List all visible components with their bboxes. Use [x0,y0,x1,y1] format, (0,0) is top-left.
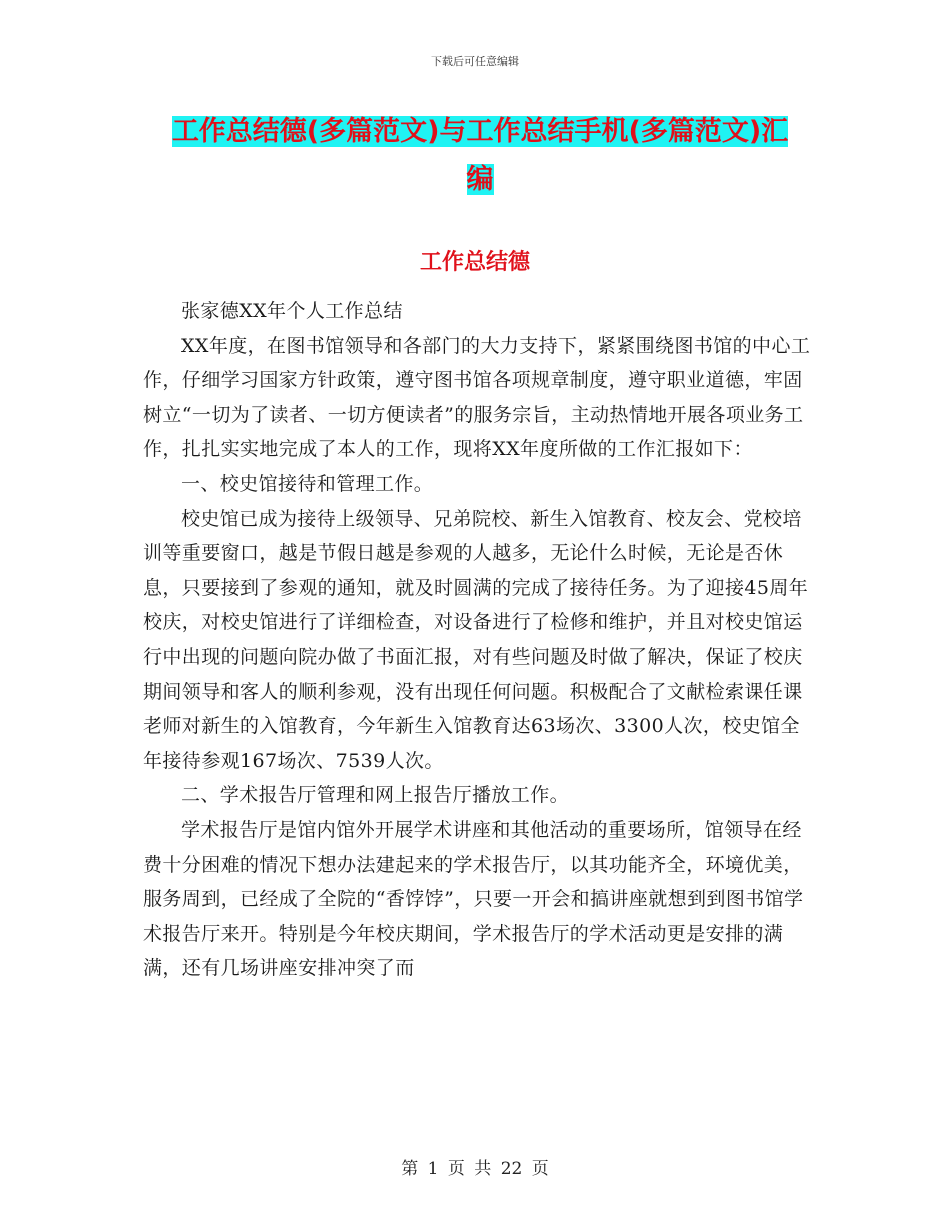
header-note: 下载后可任意编辑 [431,55,519,68]
paragraph-subtitle: 张家德XX年个人工作总结 [181,300,403,322]
document-title-line-1: 工作总结德(多篇范文)与工作总结手机(多篇范文)汇 [171,116,789,147]
paragraph-body-2: 学术报告厅是馆内馆外开展学术讲座和其他活动的重要场所，馆领导在经费十分困难的情况下想办法建起来的学术报告厅，以其功能齐全，环境优美，服务周到，已经成了全院的“香饽饽”，只要一开会和搞讲座就想到到图书馆学术报告厅来开。特别是今年校庆期间，学术报告厅的学术活动更是安排的满满，还有几场讲座安排冲突了而 [143,818,804,980]
body-text [143,294,811,986]
section-title: 工作总结德 [419,250,530,275]
paragraph-heading-1: 一、校史馆接待和管理工作。 [181,472,434,495]
paragraph-body-1: 校史馆已成为接待上级领导、兄弟院校、新生入馆教育、校友会、党校培训等重要窗口，越是节假日越是参观的人越多，无论什么时候，无论是否休息，只要接到了参观的通知，就及时圆满的完成了接待任务。为了迎接45周年校庆，对校史馆进行了详细检查，对设备进行了检修和维护，并且对校史馆运行中出现的问题向院办做了书面汇报，对有些问题及时做了解决，保证了校庆期间领导和客人的顺利参观，没有出现任何问题。积极配合了文献检索课任课老师对新生的入馆教育，今年新生入馆教育达63场次、3300人次，校史馆全年接待参观167场次、7539人次。 [143,507,809,772]
paragraph-intro: XX年度，在图书馆领导和各部门的大力支持下，紧紧围绕图书馆的中心工作，仔细学习国家方针政策，遵守图书馆各项规章制度，遵守职业道德，牢固树立“一切为了读者、一切方便读者”的服务宗旨，主动热情地开展各项业务工作，扎扎实实地完成了本人的工作，现将XX年度所做的工作汇报如下： [143,334,811,461]
page-footer: 第 1 页 共 22 页 [401,1159,549,1179]
paragraph-heading-2: 二、学术报告厅管理和网上报告厅播放工作。 [181,784,570,807]
document-title [120,108,840,204]
document-title-line-2: 编 [466,164,494,195]
